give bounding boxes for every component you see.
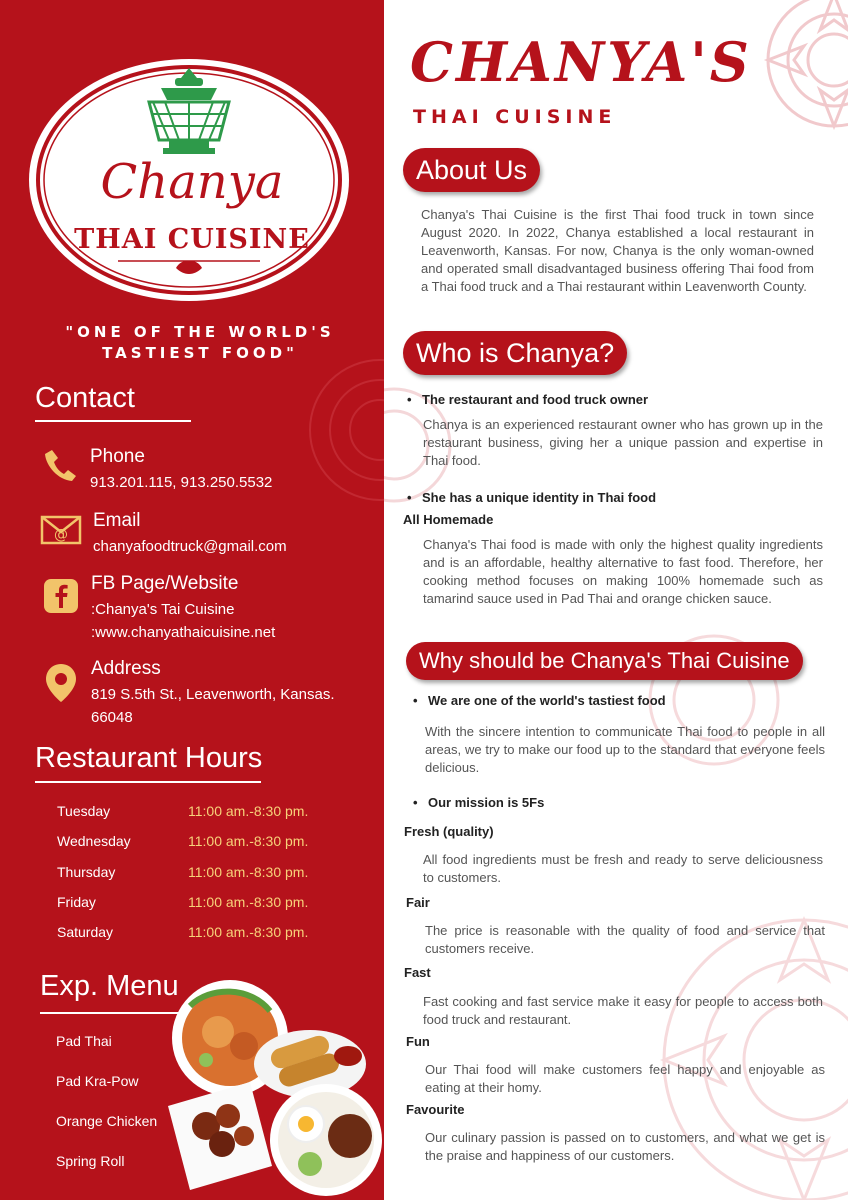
menu-heading: Exp. Menu	[40, 970, 179, 1002]
mission-text: Fast cooking and fast service make it easy for people to access both food truck and restaurant.	[423, 994, 823, 1027]
location-pin-icon	[44, 662, 78, 704]
address-line2: 66048	[91, 709, 133, 726]
phone-icon	[42, 446, 78, 482]
hours-day: Thursday	[57, 864, 116, 880]
mission-title: Fresh (quality)	[404, 824, 494, 839]
hours-time: 11:00 am.-8:30 pm.	[188, 833, 309, 849]
mission-title: Fun	[406, 1034, 430, 1049]
mission-title: Fast	[404, 965, 431, 980]
facebook-icon	[43, 578, 79, 614]
email-value[interactable]: chanyafoodtruck@gmail.com	[93, 538, 287, 555]
email-icon	[40, 512, 82, 548]
fb-page-value[interactable]: :Chanya's Tai Cuisine	[91, 601, 235, 618]
mission-title: Fair	[406, 895, 430, 910]
hours-time: 11:00 am.-8:30 pm.	[188, 864, 309, 880]
food-photo-collage	[160, 976, 384, 1196]
menu-item: Pad Kra-Pow	[56, 1073, 139, 1089]
hours-day: Tuesday	[57, 803, 111, 819]
contact-divider	[35, 420, 191, 422]
website-value[interactable]: :www.chanyathaicuisine.net	[91, 624, 276, 641]
mission-text: The price is reasonable with the quality of food and service that customers receive.	[425, 923, 825, 956]
menu-item: Orange Chicken	[56, 1113, 158, 1129]
address-line1: 819 S.5th St., Leavenworth, Kansas.	[91, 686, 335, 703]
fb-label: FB Page/Website	[91, 573, 239, 594]
phone-value[interactable]: 913.201.115, 913.250.5532	[90, 474, 273, 491]
address-label: Address	[91, 658, 161, 679]
phone-label: Phone	[90, 446, 145, 467]
about-text: Chanya's Thai Cuisine is the first Thai food truck in town since August 2020. In 2022, Chanya established a local restaurant in Leavenworth, Kansas. For now, Chanya is the only woman-owned and operated small disadvantaged business offering Thai food from a Thai food truck and a Thai restaurant within Leavenworth County.	[421, 207, 814, 294]
hours-divider	[35, 781, 261, 783]
mission-text: Our culinary passion is passed on to customers, and what we get is the praise and happiness of our customers.	[425, 1130, 825, 1163]
who-text-homemade: Chanya's Thai food is made with only the highest quality ingredients and is an affordable, healthy alternative to fast food. Therefore, her cooking method focuses on making 100% homemade such as tamarind sauce used in Pad Thai and orange chicken sauce.	[423, 537, 823, 606]
menu-divider	[40, 1012, 180, 1014]
hours-day: Friday	[57, 894, 96, 910]
brand-subtitle: THAI CUISINE	[413, 106, 617, 128]
hours-time: 11:00 am.-8:30 pm.	[188, 924, 309, 940]
why-heading: Why should be Chanya's Thai Cuisine	[406, 642, 803, 680]
who-bullet-identity: • She has a unique identity in Thai food	[422, 490, 656, 505]
hours-time: 11:00 am.-8:30 pm.	[188, 803, 309, 819]
left-panel	[0, 0, 384, 1200]
about-heading: About Us	[403, 148, 540, 192]
svg-text:@: @	[54, 527, 68, 543]
hours-day: Saturday	[57, 924, 114, 940]
contact-heading: Contact	[35, 382, 135, 414]
who-heading: Who is Chanya?	[403, 331, 627, 375]
mission-text: All food ingredients must be fresh and ready to serve deliciousness to customers.	[423, 852, 823, 885]
hours-time: 11:00 am.-8:30 pm.	[188, 894, 309, 910]
mission-text: Our Thai food will make customers feel happy and enjoyable as eating at their homy.	[425, 1062, 825, 1095]
logo-subtitle: THAI CUISINE	[74, 224, 310, 255]
who-text-owner: Chanya is an experienced restaurant owner who has grown up in the restaurant business, giving her a unique passion and expertise in Thai food.	[423, 417, 823, 468]
hours-heading: Restaurant Hours	[35, 742, 263, 774]
why-bullet-tastiest: • We are one of the world's tastiest food	[428, 693, 666, 708]
why-bullet-mission: • Our mission is 5Fs	[428, 795, 544, 810]
brand-title: CHANYA'S	[410, 30, 752, 94]
why-text-tastiest: With the sincere intention to communicate Thai food to people in all areas, we try to make our food up to the standard that everyone feels delicious.	[425, 724, 825, 775]
who-sub-homemade: All Homemade	[403, 512, 494, 527]
menu-item: Spring Roll	[56, 1153, 125, 1169]
mission-title: Favourite	[406, 1102, 465, 1117]
logo-name: Chanya	[100, 154, 284, 210]
menu-item: Pad Thai	[56, 1033, 112, 1049]
email-label: Email	[93, 510, 141, 531]
hours-day: Wednesday	[57, 833, 131, 849]
who-bullet-owner: • The restaurant and food truck owner	[422, 392, 648, 407]
tagline: "ONE OF THE WORLD'S TASTIEST FOOD"	[65, 323, 335, 362]
